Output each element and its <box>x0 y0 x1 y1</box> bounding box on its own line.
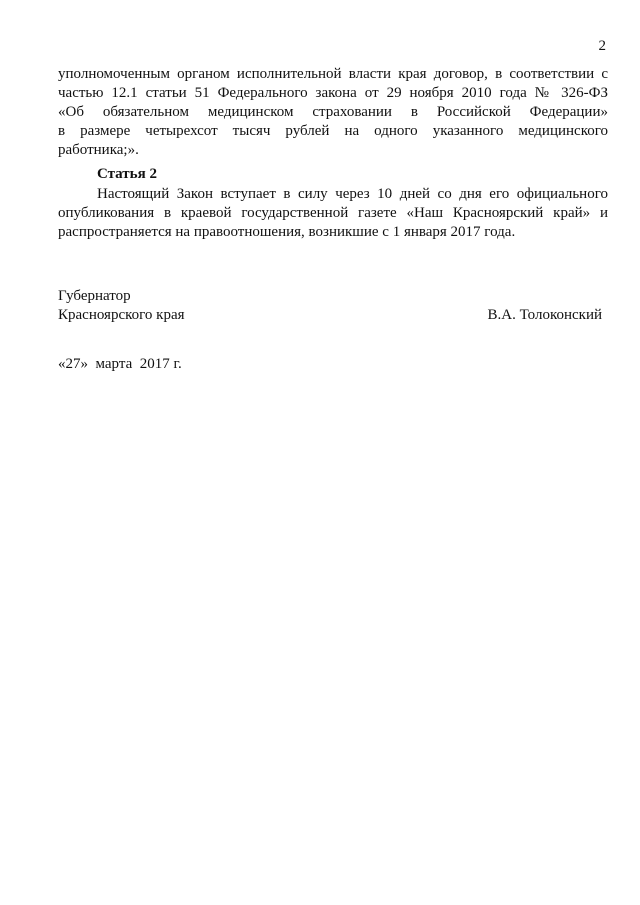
paragraph-line: работника;». <box>58 142 139 158</box>
paragraph-line: уполномоченным органом исполнительной власти края договор, в соответствии с <box>58 66 608 82</box>
paragraph-line: «Об обязательном медицинском страховании в Российской Федерации» <box>58 104 608 120</box>
amendment-paragraph <box>58 65 608 160</box>
paragraph-line: в размере четырехсот тысяч рублей на одного указанного медицинского <box>58 123 608 139</box>
article-heading: Статья 2 <box>97 166 157 182</box>
signer-title-line: Красноярского края <box>58 307 185 323</box>
page-number: 2 <box>598 38 606 54</box>
article-body <box>58 185 608 242</box>
signer-name: В.А. Толоконский <box>487 307 602 323</box>
signer-title-line: Губернатор <box>58 288 131 304</box>
article-line: опубликования в краевой государственной газете «Наш Красноярский край» и <box>58 205 608 221</box>
paragraph-line: частью 12.1 статьи 51 Федерального закона от 29 ноября 2010 года № 326-ФЗ <box>58 85 608 101</box>
article-line: распространяется на правоотношения, возникшие с 1 января 2017 года. <box>58 224 516 240</box>
signer-title <box>58 287 185 325</box>
signing-date: «27» марта 2017 г. <box>58 356 182 372</box>
article-line: Настоящий Закон вступает в силу через 10 дней со дня его официального <box>97 186 608 202</box>
